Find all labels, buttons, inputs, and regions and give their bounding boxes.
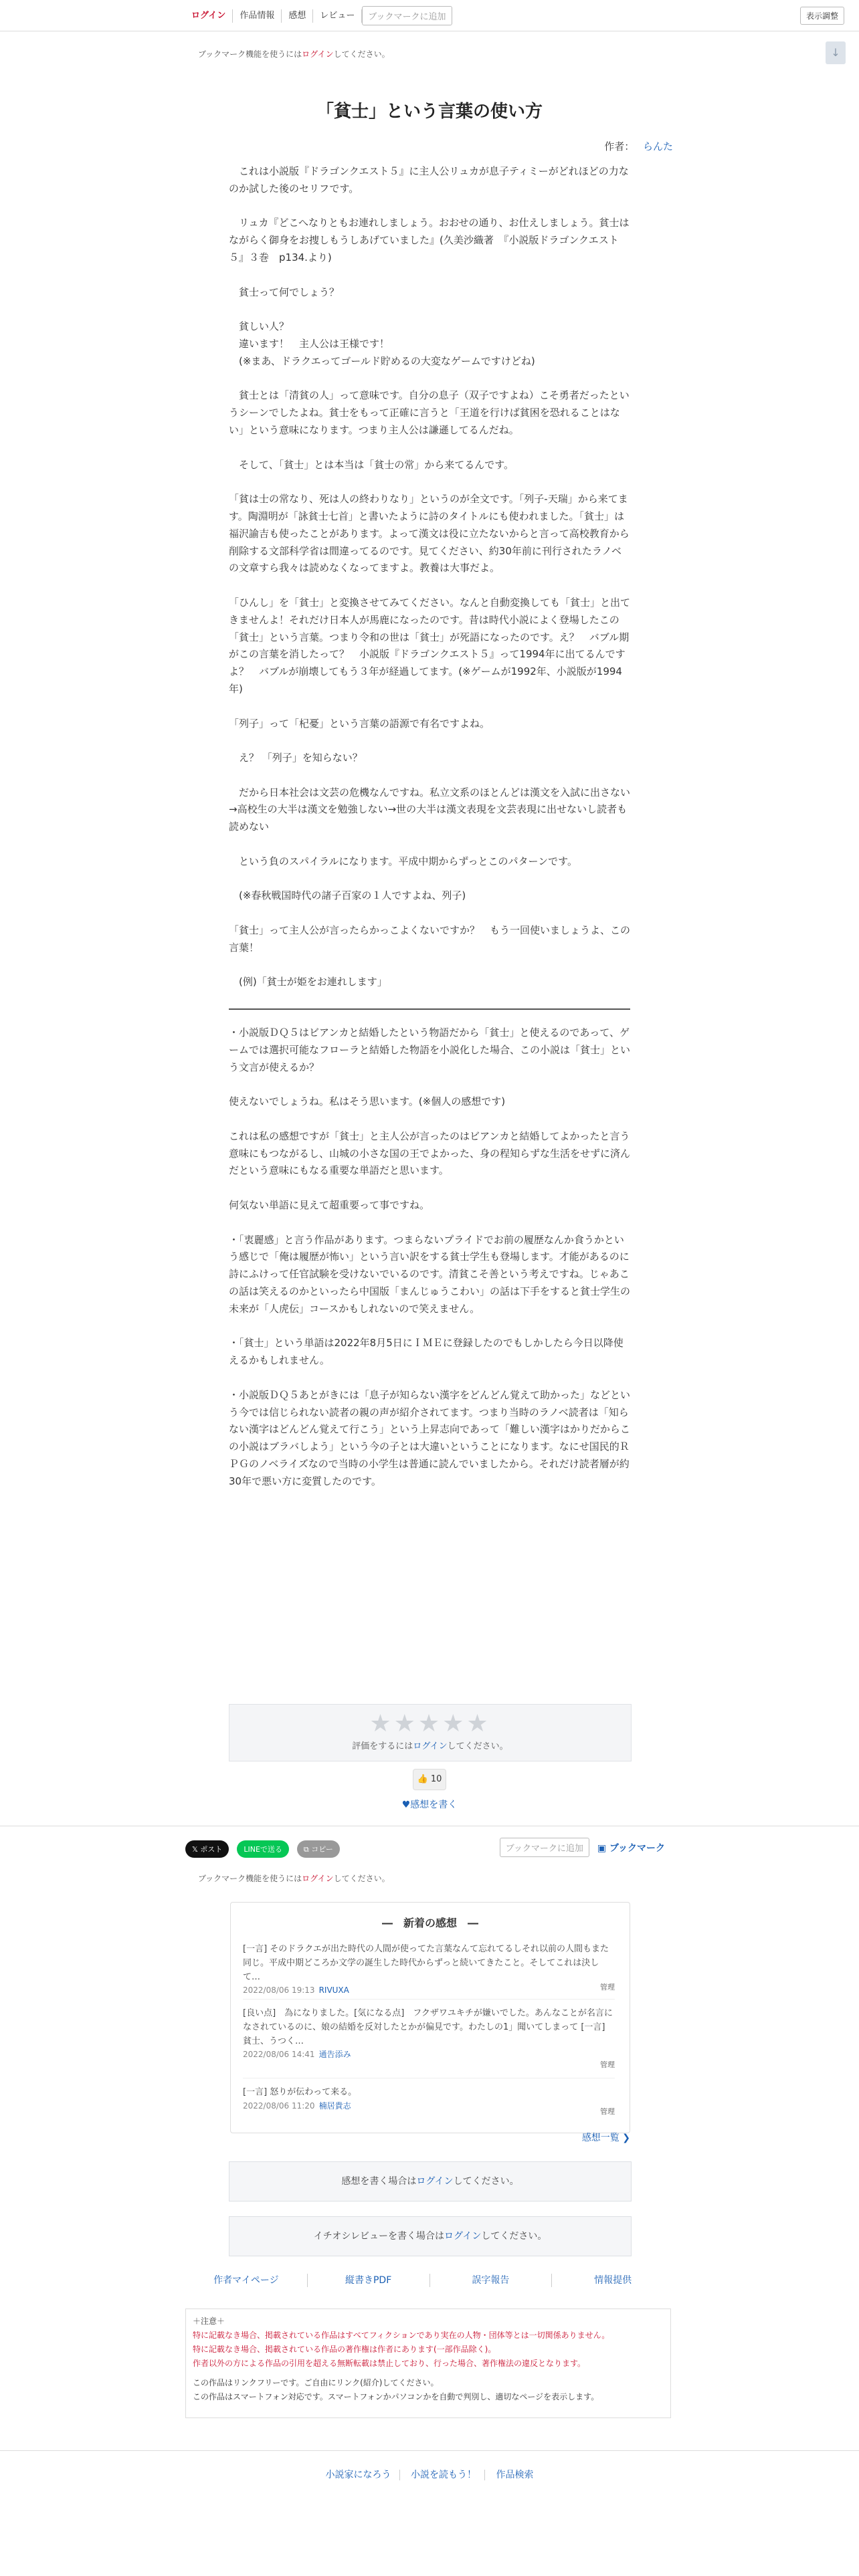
caution-red-line: 特に記載なき場合、掲載されている作品の著作権は作者にあります(一部作品除く)。 bbox=[193, 2345, 496, 2354]
footer-link-item bbox=[318, 2470, 400, 2480]
review-login-box bbox=[229, 2161, 632, 2202]
search-link[interactable]: 作品検索 bbox=[496, 2470, 534, 2480]
recommend-login-box bbox=[229, 2216, 632, 2256]
latest-reviews-box bbox=[230, 1902, 630, 2133]
review-text: [一言] そのドラクエが出た時代の人間が使ってた言葉なんて忘れてるしそれ以前の人間もまた同じ。平成中期どころか文学の誕生した時代からずっと続いてきたこと。そしてこれは決して… bbox=[243, 1944, 609, 1982]
display-settings-button[interactable]: 表示調整 bbox=[800, 7, 844, 25]
review-meta bbox=[243, 1984, 615, 1997]
add-bookmark-button-bottom[interactable]: ブックマークに追加 bbox=[500, 1838, 589, 1857]
caution-line: この作品はスマートフォン対応です。スマートフォンかパソコンかを自動で判別し、適切なページを表示します。 bbox=[193, 2392, 599, 2401]
footer-link-item bbox=[403, 2470, 485, 2480]
bookmark-login-note-bottom bbox=[198, 1872, 390, 1884]
body-paragraph: 「貧は士の常なり、死は人の終わりなり」というのが全文です。「列子-天瑞」から来てます。陶淵明が「詠貧士七首」と書いたように詩のタイトルにも使われました。「貧士」は福沢諭吉も使ったことがあります。よって漢文は役に立たないからと言って高校教育から削除する文部科学省は間違ってるのです。見てください、約30年前に刊行されたラノベの文章すら我々は読めなくなってますよ。教養は大事だよ。 bbox=[229, 493, 630, 574]
bookmark-note-prefix: ブックマーク機能を使うには bbox=[198, 49, 302, 59]
footer-nav-item bbox=[552, 2274, 674, 2287]
body-paragraph: え？ 「列子」を知らない？ bbox=[229, 752, 363, 764]
postscript-paragraph: ・「貧士」という単語は2022年8月5日にＩＭＥに登録したのでもしかしたら今日以降使えるかもしれません。 bbox=[229, 1337, 624, 1367]
footer-nav-item bbox=[185, 2274, 308, 2287]
vertical-pdf-link[interactable]: 縦書きPDF bbox=[345, 2275, 392, 2286]
review-meta bbox=[243, 2100, 615, 2113]
caution-heading: ＋注意＋ bbox=[193, 2317, 225, 2326]
typo-report-link[interactable]: 誤字報告 bbox=[472, 2275, 510, 2286]
recommend-login-link[interactable]: ログイン bbox=[444, 2231, 482, 2242]
bookmark-login-link-bottom[interactable]: ログイン bbox=[302, 1874, 334, 1883]
scroll-down-icon[interactable]: ↓ bbox=[826, 41, 846, 64]
footer-nav bbox=[185, 2274, 674, 2287]
postscript-paragraph: 使えないでしょうね。私はそう思います。(※個人の感想です) bbox=[229, 1095, 506, 1108]
review-divider bbox=[243, 1999, 615, 2000]
share-buttons bbox=[185, 1840, 340, 1858]
review-user-link[interactable]: 楠居貴志 bbox=[318, 2101, 351, 2111]
novel-title: 「貧士」という言葉の使い方 bbox=[316, 102, 543, 122]
latest-reviews-title: ― 新着の感想 ― bbox=[381, 1917, 478, 1929]
postscript-paragraph: ・「衷麗感」と言う作品があります。つまらないプライドでお前の履歴なんか食うかという感じで「俺は履歴が怖い」という言い訳をする貧士学生も登場します。才能があるのに詩にふけって任官試験を受けないでいるのです。清貧こそ善という考えですね。じゃあこの話は笑えるのかといったら中国版「まんじゅうこわい」の話は下手をすると貧士学生の未来が「人虎伝」コースかもしれないので笑えません。 bbox=[229, 1233, 631, 1315]
caution-red-line: 作者以外の方による作品の引用を超える無断転載は禁止しており、行った場合、著作権法の違反となります。 bbox=[193, 2359, 586, 2368]
info-provide-link[interactable]: 情報提供 bbox=[594, 2275, 632, 2286]
review-manage-link[interactable]: 管理 bbox=[600, 2060, 615, 2070]
body-paragraph: 「貧士」って主人公が言ったらかっこよくないですか？ もう一回使いましょうよ、この言葉！ bbox=[229, 924, 631, 954]
body-paragraph: 「列子」って「杞憂」という言葉の語源で有名ですよね。 bbox=[229, 717, 490, 730]
footer-links bbox=[0, 2468, 859, 2481]
rating-stars-icon[interactable]: ★★★★★ bbox=[369, 1710, 491, 1737]
author-line bbox=[604, 139, 673, 153]
author-mypage-link[interactable]: 作者マイページ bbox=[213, 2275, 279, 2286]
recommend-note-prefix: イチオシレビューを書く場合は bbox=[313, 2231, 445, 2242]
bookmark-actions bbox=[500, 1838, 665, 1857]
review-note-prefix: 感想を書く場合は bbox=[341, 2176, 417, 2187]
rating-login-link[interactable]: ログイン bbox=[413, 1741, 448, 1751]
x-post-button[interactable]: 𝕏 ポスト bbox=[185, 1840, 229, 1858]
rating-login-note bbox=[229, 1739, 631, 1751]
good-count: 10 bbox=[430, 1774, 442, 1784]
review-user-link[interactable]: RIVUXA bbox=[318, 1985, 349, 1996]
body-paragraph: これは小説版『ドラゴンクエスト５』に主人公リュカが息子ティミーがどれほどの力なのか試した後のセリフです。 bbox=[229, 165, 629, 195]
impressions-link[interactable]: 感想 bbox=[282, 9, 313, 23]
top-navigation-bar bbox=[0, 0, 859, 31]
postscript-divider bbox=[229, 1008, 630, 1010]
bookmark-login-link[interactable]: ログイン bbox=[302, 49, 334, 59]
footer-nav-item bbox=[308, 2274, 430, 2287]
review-login-link[interactable]: ログイン bbox=[416, 2176, 454, 2187]
body-paragraph: (例)「貧士が姫をお連れします」 bbox=[229, 976, 387, 988]
body-paragraph: 貧士って何でしょう？ bbox=[229, 286, 340, 298]
rating-box bbox=[229, 1704, 632, 1761]
work-info-link[interactable]: 作品情報 bbox=[233, 9, 282, 23]
write-review-link[interactable]: ♥感想を書く bbox=[401, 1800, 458, 1810]
narou-link[interactable]: 小説家になろう bbox=[325, 2470, 391, 2480]
postscript-paragraph: ・小説版ＤＱ５はビアンカと結婚したという物語だから「貧士」と使えるのであって、ゲームでは選択可能なフローラと結婚した物語を小説化した場合、この小説は「貧士」という文言が使えるか？ bbox=[229, 1027, 631, 1073]
review-manage-link[interactable]: 管理 bbox=[600, 1983, 615, 1992]
review-note-suffix: してください。 bbox=[453, 2176, 519, 2187]
bookmark-login-note bbox=[198, 48, 390, 60]
review-item bbox=[243, 2086, 615, 2118]
postscript-paragraph: これは私の感想ですが「貧士」と主人公が言ったのはビアンカと結婚してよかったと言う意味にもつながるし、山城の小さな国の王でよかった、身の程知らずな生活をせずに済んだという意味にもなる重要な単語だと思います。 bbox=[229, 1130, 631, 1177]
body-paragraph: そして、「貧士」とは本当は「貧士の常」から来てるんです。 bbox=[229, 458, 514, 471]
review-manage-link[interactable]: 管理 bbox=[600, 2107, 615, 2117]
body-paragraph: だから日本社会は文芸の危機なんですね。私立文系のほとんどは漢文を入試に出さない→高校生の大半は漢文を勉強しない→世の大半は漢文表現を文芸表現に出せないし読者も読めない bbox=[229, 786, 631, 833]
body-paragraph: という負のスパイラルになります。平成中期からずっとこのパターンです。 bbox=[229, 855, 577, 867]
review-item bbox=[243, 1943, 615, 1994]
good-button[interactable] bbox=[413, 1769, 446, 1790]
bookmark-note-prefix: ブックマーク機能を使うには bbox=[198, 1874, 302, 1883]
write-review-container bbox=[0, 1798, 859, 1811]
postscript-paragraph: 何気ない単語に見えて超重要って事ですね。 bbox=[229, 1199, 430, 1212]
review-meta bbox=[243, 2048, 615, 2061]
body-paragraph: 貧しい人？ 違います！ 主人公は王様です！ (※まあ、ドラクエってゴールド貯めるの大変なゲームですけどね) bbox=[239, 320, 535, 367]
novel-body bbox=[229, 163, 630, 1507]
bookmark-link[interactable]: ▣ ブックマーク bbox=[597, 1842, 665, 1854]
postscript-paragraph: ・小説版ＤＱ５あとがきには「息子が知らない漢字をどんどん覚えて助かった」などという今では信じられない読者の親の声が紹介されてます。つまり当時のラノベ読者は「知らない漢字はどんどん覚えて行こう」という上昇志向であって「難しい漢字はかりだからこの小説はブラバしよう」という今の子とは大違いということになります。なにせ国民的ＲＰＧのノベライズなので当時の小学生は普通に読んでいましたから。それだけ読者層が約30年で悪い方に変質したのです。 bbox=[229, 1388, 631, 1487]
reviews-list-link[interactable]: 感想一覧 ❯ bbox=[581, 2133, 630, 2143]
add-bookmark-button[interactable]: ブックマークに追加 bbox=[362, 6, 452, 25]
footer-nav-item bbox=[430, 2274, 553, 2287]
line-send-button[interactable]: LINEで送る bbox=[237, 1840, 289, 1858]
review-text: [良い点] 為になりました。[気になる点] フクザワユキチが嫌いでした。あんなことが名言になされているのに、娘の結婚を反対したとかが偏見です。わたしの1」聞いてしまって [一言] 貧士、うつく… bbox=[243, 2008, 614, 2046]
body-paragraph: (※春秋戦国時代の諸子百家の１人ですよね、列子) bbox=[229, 889, 466, 902]
rating-note-suffix: してください。 bbox=[447, 1741, 508, 1751]
review-item bbox=[243, 2007, 615, 2071]
review-date: 2022/08/06 19:13 bbox=[243, 1985, 315, 1996]
thumbs-up-icon: 👍 bbox=[417, 1774, 428, 1784]
caution-box bbox=[185, 2309, 671, 2418]
review-link[interactable]: レビュー bbox=[313, 9, 362, 23]
body-paragraph: 「ひんし」を「貧士」と変換させてみてください。なんと自動変換しても「貧士」と出てきませんよ！それだけ日本人が馬鹿になったのです。昔は時代小説によく登場したこの「貧士」という言葉。つまり令和の世は「貧士」が死語になったのです。え？ バブル期がこの言葉を消したって？ 小説版『ドラゴンクエスト５』って1994年に出てるんですよ？ バブルが崩壊してもう３年が経過してます。(※ゲームが1992年、小説版が1994年) bbox=[229, 596, 631, 695]
bookmark-note-suffix: してください。 bbox=[333, 49, 390, 59]
author-label: 作者： bbox=[604, 140, 635, 152]
footer-divider bbox=[0, 2450, 859, 2451]
author-name-link[interactable]: らんた bbox=[642, 140, 673, 152]
body-paragraph: リュカ『どこへなりともお連れしましょう。おおせの通り、お仕えしましょう。貧士はながらく御身をお捜しもうしあげていました』(久美沙織著 『小説版ドラゴンクエスト５』３巻 p134.より) bbox=[229, 217, 630, 263]
yomou-link[interactable]: 小説を読もう！ bbox=[411, 2470, 476, 2480]
review-text: [一言] 怒りが伝わって来る。 bbox=[243, 2087, 357, 2097]
review-user-link[interactable]: 通告添み bbox=[318, 2050, 351, 2060]
bookmark-note-suffix: してください。 bbox=[333, 1874, 390, 1883]
recommend-note-suffix: してください。 bbox=[481, 2231, 547, 2242]
caution-spacer bbox=[193, 2371, 664, 2376]
caution-red-line: 特に記載なき場合、掲載されている作品はすべてフィクションであり実在の人物・団体等とは一切関係ありません。 bbox=[193, 2331, 610, 2340]
top-nav-menu bbox=[185, 6, 452, 25]
caution-line: この作品はリンクフリーです。ご自由にリンク(紹介)してください。 bbox=[193, 2378, 439, 2387]
login-link[interactable]: ログイン bbox=[185, 9, 233, 23]
review-date: 2022/08/06 14:41 bbox=[243, 2050, 315, 2060]
footer-link-item bbox=[488, 2470, 541, 2480]
body-paragraph: 貧士とは「清貧の人」って意味です。自分の息子（双子ですよね）こそ勇者だったというシーンでしたよね。貧士をもって正確に言うと「王道を行けば貧困を恐れることはない」という意味になります。つまり主人公は謙遜してるんだね。 bbox=[229, 389, 630, 436]
copy-button[interactable]: ⧉ コピー bbox=[297, 1840, 340, 1858]
review-date: 2022/08/06 11:20 bbox=[243, 2101, 315, 2111]
rating-note-prefix: 評価をするには bbox=[352, 1741, 413, 1751]
